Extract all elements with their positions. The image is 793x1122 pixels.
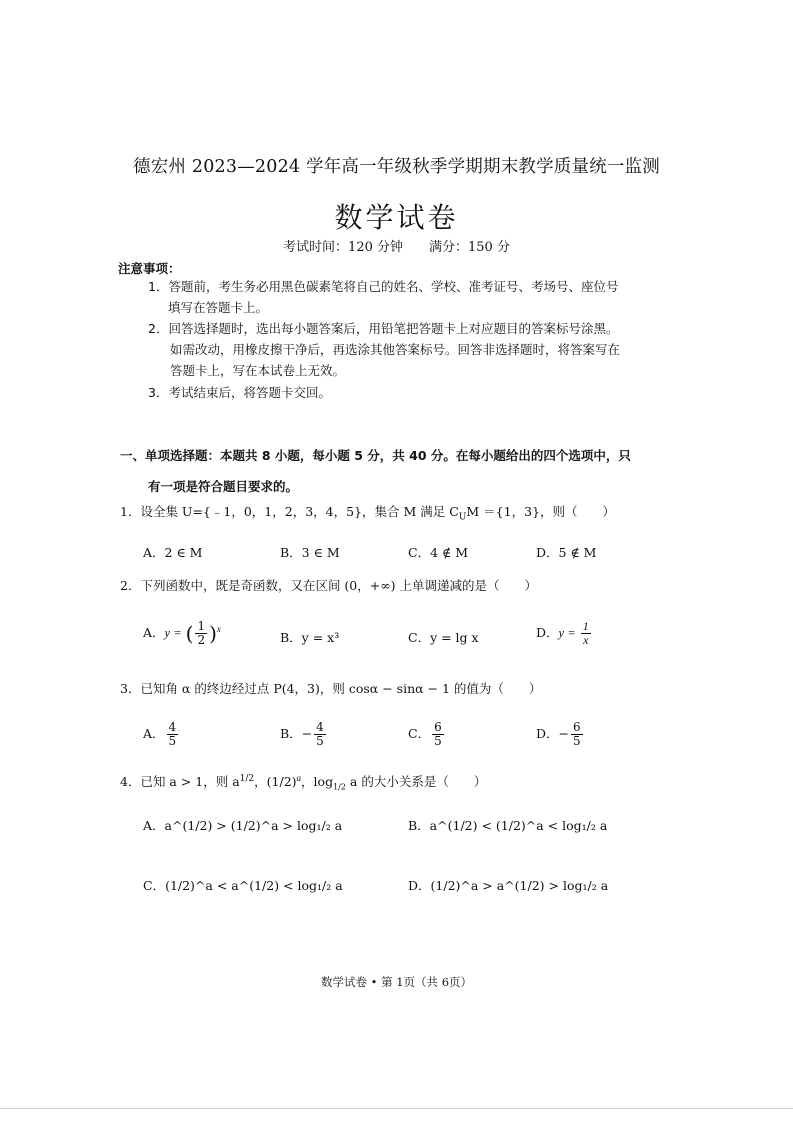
fraction: $\frac{6}{5}$ — [573, 720, 581, 748]
note-line: 2．回答选择题时，选出每小题答案后，用铅笔把答题卡上对应题目的答案标号涂黑。 — [148, 321, 619, 336]
q2-option-d: D．y = $\frac{1}{x}$ — [536, 619, 589, 647]
q3-option-b: B．− $\frac{4}{5}$ — [280, 720, 324, 748]
fraction: $\frac{4}{5}$ — [168, 720, 177, 748]
q1-option-d: D．5 ∉ M — [536, 545, 597, 560]
q3-option-c: C． $\frac{6}{5}$ — [408, 720, 442, 748]
exam-subject: 数学试卷 — [334, 201, 459, 234]
fraction: $\frac{1}{x}$ — [582, 619, 589, 647]
exam-meta: 考试时间：120 分钟 满分：150 分 — [283, 240, 510, 255]
exam-title: 德宏州 2023—2024 学年高一年级秋季学期期末教学质量统一监测 — [133, 157, 660, 177]
question-2-stem: 2．下列函数中，既是奇函数，又在区间 (0，+∞) 上单调递减的是（ ） — [120, 578, 537, 593]
notes-heading: 注意事项： — [118, 261, 181, 276]
section-heading-cont: 有一项是符合题目要求的。 — [148, 479, 299, 494]
q2-option-b: B．y = x³ — [280, 630, 340, 645]
note-line: 答题卡上，写在本试卷上无效。 — [170, 363, 346, 378]
q1-option-a: A．2 ∈ M — [143, 545, 203, 560]
q4-option-c: C．(1/2)^a < a^(1/2) < log₁/₂ a — [143, 878, 343, 893]
question-1-stem: 1．设全集 U={﹣1，0，1，2，3，4，5}，集合 M 满足 $C_UM =\{1$，3}，则（ ） — [120, 504, 615, 523]
q3-option-d: D．− $\frac{6}{5}$ — [536, 720, 581, 748]
q4-option-d: D．(1/2)^a > a^(1/2) > log₁/₂ a — [408, 878, 609, 893]
q2-option-a: A．y = ( $\frac{1}{2}$ )$^x$ — [143, 619, 221, 647]
q3-option-a: A． $\frac{4}{5}$ — [143, 720, 177, 748]
q1-option-b: B．3 ∈ M — [280, 545, 340, 560]
note-line: 如需改动，用橡皮擦干净后，再选涂其他答案标号。回答非选择题时，将答案写在 — [170, 342, 621, 357]
question-3-stem: 3．已知角 α 的终边经过点 P(4，3)，则 cosα − sinα − 1 的值为（ ） — [120, 681, 542, 696]
page-footer: 数学试卷 • 第 1页（共 6页） — [320, 975, 473, 989]
note-line: 3．考试结束后，将答题卡交回。 — [148, 385, 331, 400]
question-4-stem: 4．已知 a > 1，则 $a^{1/2}$，$(1/2)^a$，$\log_{1/2} a$ 的大小关系是（ ） — [120, 772, 487, 792]
fraction: $\frac{4}{5}$ — [316, 720, 324, 748]
q4-option-b: B．a^(1/2) < (1/2)^a < log₁/₂ a — [408, 818, 608, 833]
section-heading: 一、单项选择题：本题共 8 小题，每小题 5 分，共 40 分。在每小题给出的四个选项中，只 — [120, 448, 631, 463]
q4-option-a: A．a^(1/2) > (1/2)^a > log₁/₂ a — [143, 818, 343, 833]
note-line: 填写在答题卡上。 — [168, 300, 269, 315]
note-line: 1．答题前，考生务必用黑色碳素笔将自己的姓名、学校、准考证号、考场号、座位号 — [148, 279, 619, 294]
q1-option-c: C．4 ∉ M — [408, 545, 469, 560]
q2-option-c: C．y = lg x — [408, 630, 479, 645]
page-divider — [0, 1108, 793, 1109]
fraction: $\frac{6}{5}$ — [434, 720, 442, 748]
fraction: $\frac{1}{2}$ — [197, 619, 206, 647]
